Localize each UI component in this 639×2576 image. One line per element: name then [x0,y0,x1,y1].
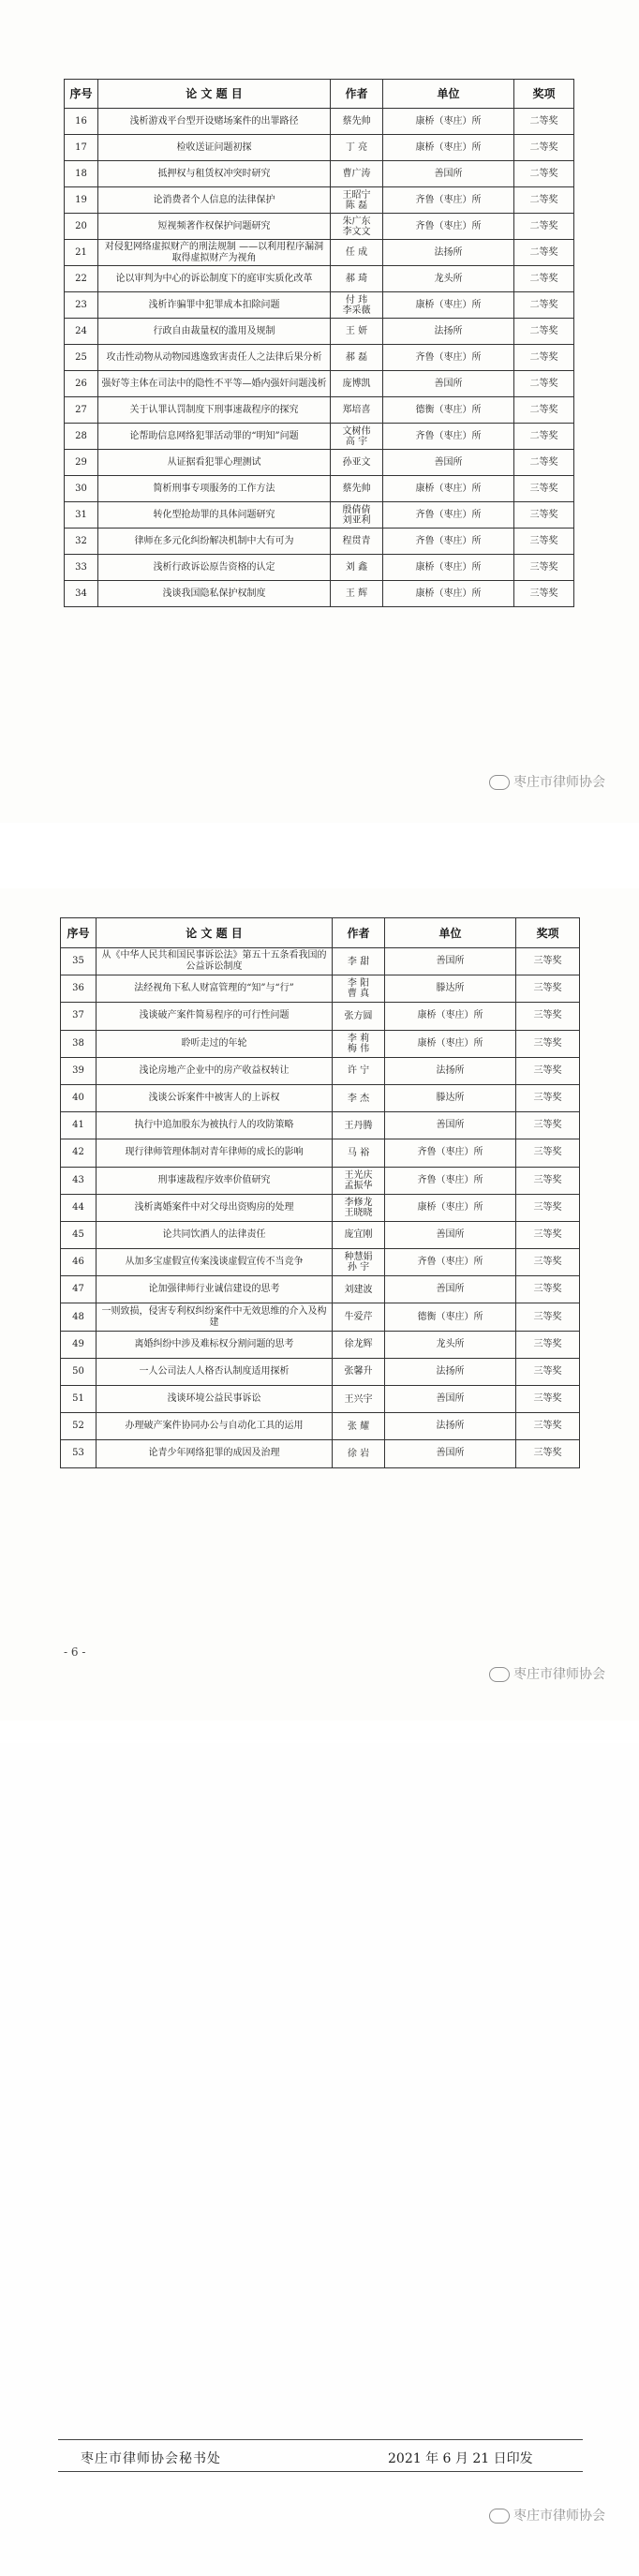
cell-author: 王 妍 [331,319,383,345]
cell-unit: 龙头所 [385,1331,516,1358]
cell-no: 22 [65,266,98,292]
cell-title: 从加多宝虚假宣传案浅谈虚假宣传不当竞争 [97,1249,333,1276]
cell-title: 浅谈我国隐私保护权制度 [98,581,331,607]
cell-unit: 善国所 [385,1276,516,1303]
table-row [61,1167,580,1194]
cell-no: 18 [65,161,98,187]
cell-unit: 法扬所 [385,1413,516,1440]
cell-title: 法经视角下私人财富管理的“知”与“行” [97,975,333,1003]
cell-award: 三等奖 [516,1386,580,1413]
cell-award: 二等奖 [514,319,574,345]
cell-unit: 善国所 [385,1440,516,1467]
cell-award: 三等奖 [514,502,574,529]
cell-no: 48 [61,1303,97,1331]
table-row [65,109,574,135]
cell-award: 三等奖 [516,948,580,975]
cell-award: 三等奖 [514,529,574,555]
document-page-2 [0,888,639,1720]
cell-award: 二等奖 [514,135,574,161]
cell-award: 二等奖 [514,397,574,424]
cell-author: 李 阳 曹 真 [333,975,385,1003]
cell-award: 三等奖 [516,1358,580,1385]
cell-unit: 齐鲁（枣庄）所 [383,529,514,555]
table-row [61,1221,580,1248]
cell-unit: 善国所 [385,1112,516,1139]
table-row [61,1057,580,1084]
cell-author: 庞宜刚 [333,1221,385,1248]
cell-unit: 齐鲁（枣庄）所 [383,345,514,371]
cell-award: 三等奖 [516,1030,580,1057]
cell-no: 34 [65,581,98,607]
cell-title: 短视频著作权保护问题研究 [98,214,331,240]
cell-unit: 齐鲁（枣庄）所 [383,214,514,240]
cell-unit: 康桥（枣庄）所 [383,555,514,581]
cell-no: 50 [61,1358,97,1385]
table-row [61,1413,580,1440]
cell-title: 浅谈公诉案件中被害人的上诉权 [97,1084,333,1111]
cell-title: 浅析诈骗罪中犯罪成本扣除问题 [98,292,331,319]
cell-title: 论加强律师行业诚信建设的思考 [97,1276,333,1303]
cell-award: 三等奖 [514,476,574,502]
cell-title: 一人公司法人人格否认制度适用探析 [97,1358,333,1385]
cell-title: 离婚纠纷中涉及难标权分割问题的思考 [97,1331,333,1358]
cell-award: 二等奖 [514,161,574,187]
cell-unit: 善国所 [385,1221,516,1248]
cell-no: 28 [65,424,98,450]
cell-unit: 康桥（枣庄）所 [383,135,514,161]
cell-no: 37 [61,1003,97,1030]
cell-award: 三等奖 [516,1112,580,1139]
cell-author: 王兴宇 [333,1386,385,1413]
cell-no: 23 [65,292,98,319]
cell-award: 三等奖 [516,1303,580,1331]
cell-award: 三等奖 [516,1139,580,1167]
footer-date: 2021 年 6 月 21 日印发 [388,2451,533,2466]
cell-unit: 龙头所 [383,266,514,292]
table-row [65,450,574,476]
cell-award: 三等奖 [516,1194,580,1221]
table-row [61,948,580,975]
cell-award: 三等奖 [516,1003,580,1030]
cell-no: 35 [61,948,97,975]
cell-no: 42 [61,1139,97,1167]
cell-unit: 善国所 [385,1386,516,1413]
cell-no: 30 [65,476,98,502]
cell-unit: 齐鲁（枣庄）所 [383,187,514,214]
table-row [61,1276,580,1303]
cell-author: 程贯青 [331,529,383,555]
cell-unit: 法扬所 [383,240,514,266]
cell-no: 52 [61,1413,97,1440]
table-header-row [61,918,580,948]
cell-unit: 德衡（枣庄）所 [383,397,514,424]
cell-award: 三等奖 [516,1057,580,1084]
cell-no: 40 [61,1084,97,1111]
cell-award: 二等奖 [514,424,574,450]
cell-title: 简析刑事专项服务的工作方法 [98,476,331,502]
cell-no: 21 [65,240,98,266]
cell-no: 27 [65,397,98,424]
cell-award: 二等奖 [514,345,574,371]
table-row [61,1440,580,1467]
cell-author: 蔡先帅 [331,476,383,502]
cell-title: 浅析游戏平台型开设赌场案件的出罪路径 [98,109,331,135]
cell-author: 付 玮 李采薇 [331,292,383,319]
cell-title: 浅谈破产案件简易程序的可行性问题 [97,1003,333,1030]
cell-title: 关于认罪认罚制度下刑事速裁程序的探究 [98,397,331,424]
cell-award: 三等奖 [516,1413,580,1440]
cell-title: 攻击性动物从动物园逃逸致害责任人之法律后果分析 [98,345,331,371]
cell-author: 朱广东 李文文 [331,214,383,240]
cell-unit: 法扬所 [383,319,514,345]
cell-no: 29 [65,450,98,476]
cell-author: 张方圆 [333,1003,385,1030]
cell-award: 三等奖 [516,1440,580,1467]
cell-unit: 康桥（枣庄）所 [383,109,514,135]
table-row [65,240,574,266]
cell-author: 张 耀 [333,1413,385,1440]
cell-title: 刑事速裁程序效率价值研究 [97,1167,333,1194]
header-award: 奖项 [516,918,580,948]
cell-title: 论以审判为中心的诉讼制度下的庭审实质化改革 [98,266,331,292]
cell-author: 蔡先帅 [331,109,383,135]
header-author: 作者 [331,80,383,109]
cell-author: 丁 亮 [331,135,383,161]
cell-award: 三等奖 [516,1276,580,1303]
cell-award: 三等奖 [516,975,580,1003]
header-no: 序号 [61,918,97,948]
cell-title: 浅析行政诉讼原告资格的认定 [98,555,331,581]
header-unit: 单位 [383,80,514,109]
cell-author: 李修龙 王晓晓 [333,1194,385,1221]
cell-unit: 康桥（枣庄）所 [385,1003,516,1030]
cell-unit: 善国所 [385,948,516,975]
cell-title: 现行律师管理体制对青年律师的成长的影响 [97,1139,333,1167]
cell-award: 二等奖 [514,214,574,240]
header-no: 序号 [65,80,98,109]
table-row [61,1003,580,1030]
table-row [65,135,574,161]
cell-unit: 善国所 [383,371,514,397]
table-row [61,1030,580,1057]
watermark-text: 枣庄市律师协会 [513,2509,605,2524]
cell-title: 转化型抢劫罪的具体问题研究 [98,502,331,529]
cell-award: 二等奖 [514,266,574,292]
cell-author: 王 辉 [331,581,383,607]
cell-award: 三等奖 [514,555,574,581]
cell-title: 行政自由裁量权的滥用及规制 [98,319,331,345]
table-row [65,397,574,424]
table-row [65,371,574,397]
header-author: 作者 [333,918,385,948]
header-unit: 单位 [385,918,516,948]
cell-award: 二等奖 [514,109,574,135]
cell-no: 16 [65,109,98,135]
cell-no: 19 [65,187,98,214]
table-row [65,319,574,345]
table-row [65,266,574,292]
footer-rule-top [58,2439,583,2440]
cell-unit: 善国所 [383,450,514,476]
table-row [65,555,574,581]
cell-unit: 德衡（枣庄）所 [385,1303,516,1331]
cell-unit: 康桥（枣庄）所 [385,1194,516,1221]
cell-no: 49 [61,1331,97,1358]
cell-award: 三等奖 [516,1221,580,1248]
cell-title: 对侵犯网络虚拟财产的刑法规制 ——以利用程序漏洞取得虚拟财产为视角 [98,240,331,266]
cell-author: 许 宁 [333,1057,385,1084]
cell-author: 马 裕 [333,1139,385,1167]
table-row [61,1331,580,1358]
cell-no: 20 [65,214,98,240]
cell-unit: 齐鲁（枣庄）所 [383,424,514,450]
cell-author: 文树伟 高 宇 [331,424,383,450]
cell-author: 殷倩倩 刘亚利 [331,502,383,529]
cell-unit: 康桥（枣庄）所 [383,581,514,607]
header-award: 奖项 [514,80,574,109]
table-header-row [65,80,574,109]
table-row [65,476,574,502]
table-row [65,187,574,214]
cell-title: 聆听走过的年轮 [97,1030,333,1057]
cell-author: 种慧娟 孙 宇 [333,1249,385,1276]
cell-title: 执行中追加股东为被执行人的攻防策略 [97,1112,333,1139]
table-row [65,502,574,529]
cell-title: 浅析离婚案件中对父母出资购房的处理 [97,1194,333,1221]
watermark-text: 枣庄市律师协会 [513,775,605,790]
cell-unit: 齐鲁（枣庄）所 [385,1249,516,1276]
cell-author: 李 甜 [333,948,385,975]
watermark [489,772,605,791]
header-title: 论 文 题 目 [98,80,331,109]
cell-title: 论帮助信息网络犯罪活动罪的“明知”问题 [98,424,331,450]
header-title: 论 文 题 目 [97,918,333,948]
table-body-part-1 [65,109,574,607]
cell-no: 46 [61,1249,97,1276]
table-row [65,214,574,240]
cell-author: 王光庆 孟振华 [333,1167,385,1194]
cell-award: 二等奖 [514,450,574,476]
cell-title: 论消费者个人信息的法律保护 [98,187,331,214]
cell-author: 徐龙辉 [333,1331,385,1358]
cell-unit: 康桥（枣庄）所 [383,292,514,319]
cell-author: 徐 岩 [333,1440,385,1467]
cell-no: 36 [61,975,97,1003]
cell-award: 二等奖 [514,240,574,266]
cell-author: 孙亚文 [331,450,383,476]
cell-author: 庞博凯 [331,371,383,397]
cell-no: 44 [61,1194,97,1221]
cell-no: 41 [61,1112,97,1139]
cell-award: 三等奖 [516,1167,580,1194]
table-row [61,975,580,1003]
document-page-3 [0,1743,639,2576]
cell-award: 三等奖 [516,1331,580,1358]
table-row [61,1303,580,1331]
cell-unit: 齐鲁（枣庄）所 [385,1167,516,1194]
cell-no: 17 [65,135,98,161]
table-body-part-2 [61,948,580,1468]
cell-title: 论青少年网络犯罪的成因及治理 [97,1440,333,1467]
table-row [61,1139,580,1167]
cell-title: 律师在多元化纠纷解决机制中大有可为 [98,529,331,555]
cell-no: 51 [61,1386,97,1413]
watermark [489,1664,605,1683]
table-row [65,292,574,319]
cell-no: 38 [61,1030,97,1057]
cell-no: 43 [61,1167,97,1194]
cell-title: 论共同饮酒人的法律责任 [97,1221,333,1248]
table-row [65,424,574,450]
cell-author: 曹广涛 [331,161,383,187]
cell-title: 检收送证问题初探 [98,135,331,161]
cell-unit: 康桥（枣庄）所 [385,1030,516,1057]
cell-author: 郑培喜 [331,397,383,424]
cell-author: 王昭宁 陈 磊 [331,187,383,214]
cell-award: 二等奖 [514,187,574,214]
cell-author: 郝 磊 [331,345,383,371]
table-row [61,1194,580,1221]
cell-author: 牛爱芹 [333,1303,385,1331]
cell-no: 32 [65,529,98,555]
table-row [65,529,574,555]
cell-unit: 齐鲁（枣庄）所 [383,502,514,529]
table-row [65,581,574,607]
table-row [61,1358,580,1385]
cell-title: 一则致损，侵害专利权纠纷案件中无效思维的介入及构建 [97,1303,333,1331]
cell-author: 张馨升 [333,1358,385,1385]
wechat-icon [489,1667,510,1682]
cell-unit: 滕达所 [385,1084,516,1111]
table-row [61,1084,580,1111]
cell-author: 王丹腾 [333,1112,385,1139]
watermark [489,2506,605,2524]
cell-no: 45 [61,1221,97,1248]
award-table-part-1 [64,79,574,607]
cell-author: 刘建波 [333,1276,385,1303]
award-table-part-2 [60,917,580,1468]
document-page-1 [0,0,639,823]
cell-title: 强好等主体在司法中的隐性不平等—婚内强奸问题浅析 [98,371,331,397]
table-row [61,1112,580,1139]
table-row [65,161,574,187]
wechat-icon [489,775,510,790]
cell-award: 二等奖 [514,292,574,319]
cell-unit: 善国所 [383,161,514,187]
table-row [61,1249,580,1276]
cell-author: 李 莉 梅 伟 [333,1030,385,1057]
cell-title: 浅论房地产企业中的房产收益权转让 [97,1057,333,1084]
cell-unit: 法扬所 [385,1057,516,1084]
cell-author: 任 成 [331,240,383,266]
table-row [65,345,574,371]
cell-unit: 滕达所 [385,975,516,1003]
cell-award: 三等奖 [516,1084,580,1111]
cell-award: 三等奖 [514,581,574,607]
cell-no: 53 [61,1440,97,1467]
cell-author: 刘 鑫 [331,555,383,581]
watermark-text: 枣庄市律师协会 [513,1667,605,1682]
table-row [61,1386,580,1413]
cell-no: 33 [65,555,98,581]
cell-no: 31 [65,502,98,529]
cell-no: 39 [61,1057,97,1084]
cell-title: 办理破产案件协同办公与自动化工具的运用 [97,1413,333,1440]
cell-unit: 齐鲁（枣庄）所 [385,1139,516,1167]
cell-title: 从《中华人民共和国民事诉讼法》第五十五条看我国的公益诉讼制度 [97,948,333,975]
cell-title: 从证据看犯罪心理测试 [98,450,331,476]
cell-no: 47 [61,1276,97,1303]
cell-title: 抵押权与租赁权冲突时研究 [98,161,331,187]
cell-no: 26 [65,371,98,397]
cell-no: 25 [65,345,98,371]
cell-author: 郝 琦 [331,266,383,292]
cell-unit: 法扬所 [385,1358,516,1385]
page-number: - 6 - [64,1645,86,1659]
cell-no: 24 [65,319,98,345]
cell-unit: 康桥（枣庄）所 [383,476,514,502]
cell-award: 三等奖 [516,1249,580,1276]
cell-title: 浅谈环境公益民事诉讼 [97,1386,333,1413]
footer-rule-bottom [58,2471,583,2472]
cell-award: 二等奖 [514,371,574,397]
footer-issuer: 枣庄市律师协会秘书处 [81,2451,221,2466]
wechat-icon [489,2509,510,2524]
cell-author: 李 杰 [333,1084,385,1111]
